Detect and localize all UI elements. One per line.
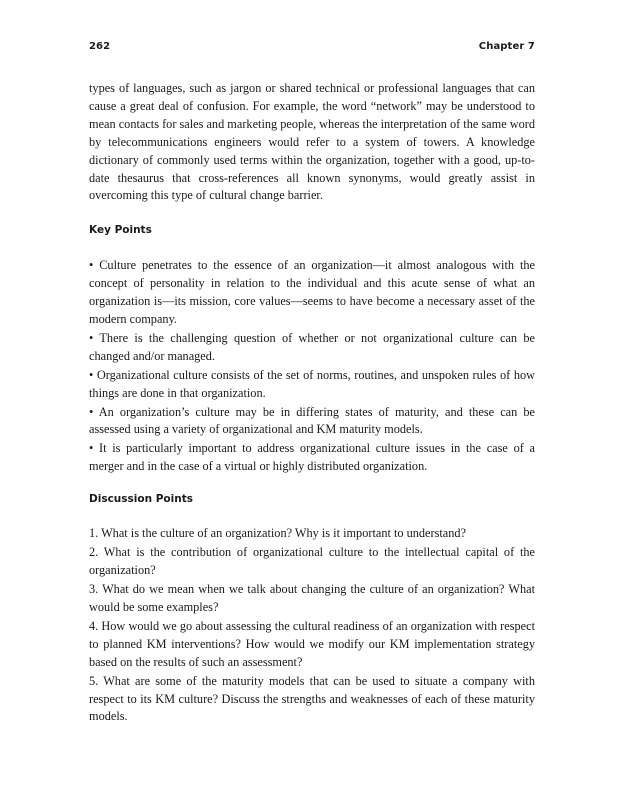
book-page [89,0,535,800]
running-head [89,41,535,52]
discussion-point-item: 4. How would we go about assessing the cultural readiness of an organization with respect to planned KM interventions? How would we modify our KM implementation strategy based on the results of such an assessment? [89,618,535,669]
discussion-point-item: 3. What do we mean when we talk about changing the culture of an organization? What would be some examples? [89,581,535,614]
chapter-label: Chapter 7 [478,41,535,52]
key-points-heading: Key Points [89,224,152,236]
key-point-item: • It is particularly important to address organizational culture issues in the case of a merger and in the case of a virtual or highly distributed organization. [89,441,535,474]
discussion-point-item: 1. What is the culture of an organization? Why is it important to understand? [89,526,467,540]
discussion-points-list [89,525,535,727]
page-number: 262 [89,41,111,52]
discussion-points-heading: Discussion Points [89,493,193,505]
key-point-item: • Organizational culture consists of the set of norms, routines, and unspoken rules of how things are done in that organization. [89,367,535,400]
key-point-item: • There is the challenging question of whether or not organizational culture can be changed and/or managed. [89,330,535,363]
key-point-item: • An organization’s culture may be in differing states of maturity, and these can be assessed using a variety of organizational and KM maturity models. [89,404,535,437]
key-points-list [89,257,535,477]
intro-paragraph: types of languages, such as jargon or shared technical or professional languages that can cause a great deal of confusion. For example, the word “network” may be understood to mean contacts for sales and marketing people, whereas the interpretation of the same word by telecommunications engineers would refer to a system of towers. A knowledge dictionary of commonly used terms within the organization, together with a good, up-to-date thesaurus that cross-references all known synonyms, would greatly assist in overcoming this type of cultural change barrier. [89,81,535,203]
discussion-point-item: 2. What is the contribution of organizational culture to the intellectual capital of the organization? [89,545,535,577]
discussion-point-item: 5. What are some of the maturity models that can be used to situate a company with respect to its KM culture? Discuss the strengths and weaknesses of each of these maturity models. [89,673,535,724]
key-point-item: • Culture penetrates to the essence of an organization—it almost analogous with the concept of personality in relation to the individual and this acute sense of what an organization is—its mission, core values—seems to have become a necessary asset of the modern company. [89,258,535,326]
